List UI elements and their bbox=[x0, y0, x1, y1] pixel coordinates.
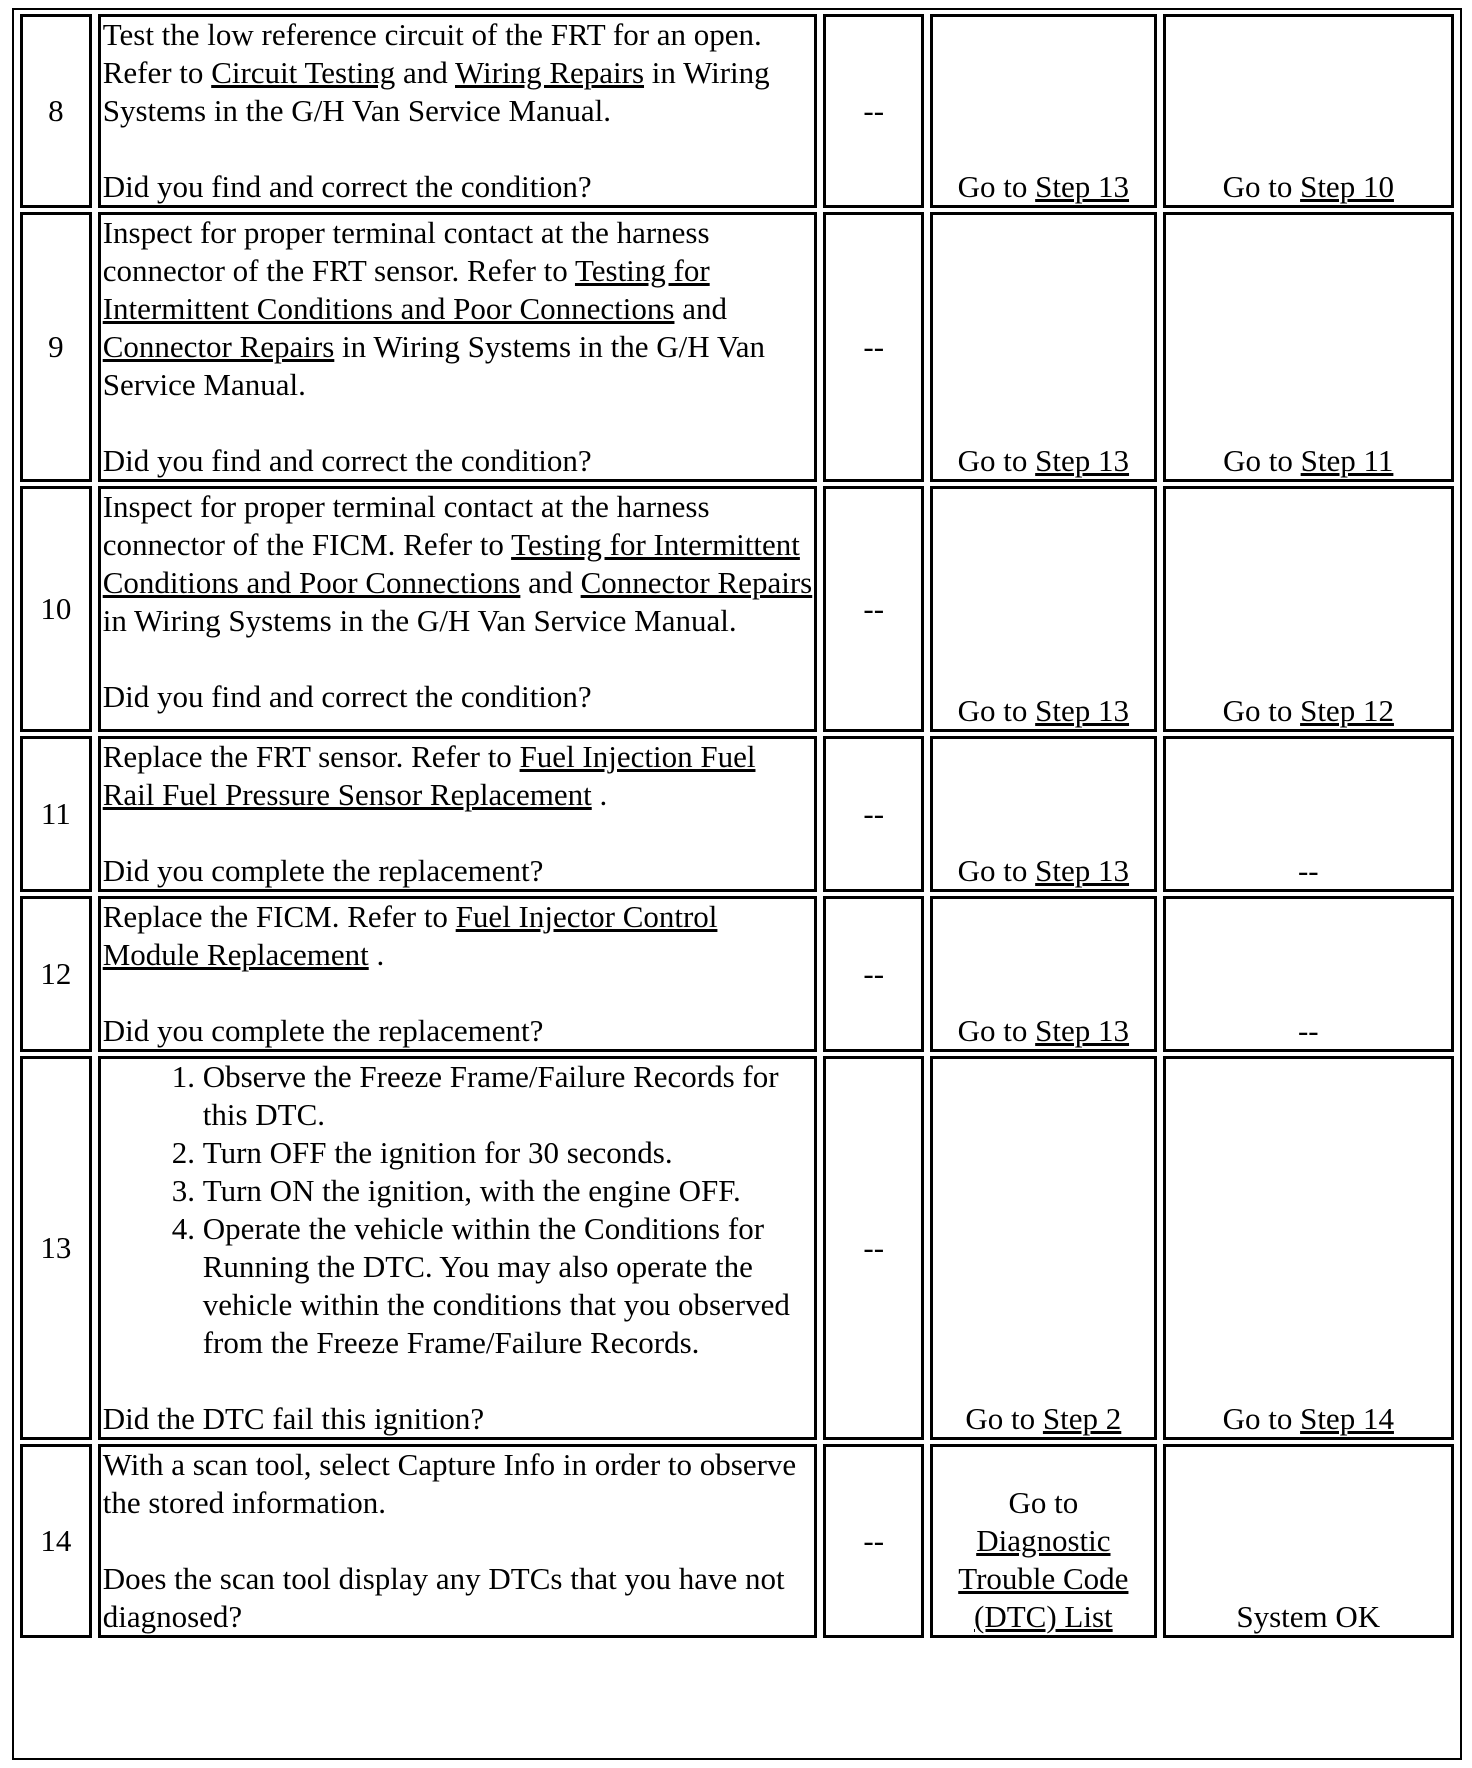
step-number: 9 bbox=[20, 212, 92, 482]
yes-prefix: Go to bbox=[957, 853, 1036, 888]
table-row bbox=[20, 14, 1454, 208]
yes-step-link[interactable]: Step 13 bbox=[1035, 443, 1130, 478]
step-number: 10 bbox=[20, 486, 92, 732]
no-cell bbox=[1163, 14, 1454, 208]
step-question: Did the DTC fail this ignition? bbox=[102, 1401, 485, 1436]
yes-step-link[interactable]: Step 13 bbox=[1035, 853, 1130, 888]
no-prefix: -- bbox=[1297, 853, 1319, 888]
yes-step-link[interactable]: Step 2 bbox=[1042, 1401, 1122, 1436]
table-row bbox=[20, 1056, 1454, 1440]
values-cell: -- bbox=[823, 736, 924, 892]
action-text-segment: . bbox=[591, 777, 608, 812]
reference-link[interactable]: Fuel Injection Fuel Rail Fuel Pressure Sensor Replacement bbox=[102, 739, 756, 812]
procedure-list bbox=[103, 1058, 813, 1362]
yes-step-link[interactable]: Step 13 bbox=[1035, 169, 1130, 204]
action-cell bbox=[98, 896, 818, 1052]
yes-cell bbox=[930, 14, 1156, 208]
action-cell bbox=[98, 486, 818, 732]
yes-cell bbox=[930, 1056, 1156, 1440]
no-cell bbox=[1163, 486, 1454, 732]
action-cell bbox=[98, 736, 818, 892]
yes-cell bbox=[930, 1444, 1156, 1638]
no-prefix: Go to bbox=[1222, 693, 1301, 728]
step-number: 8 bbox=[20, 14, 92, 208]
action-text-segment: With a scan tool, select Capture Info in order to observe the stored information. bbox=[102, 1447, 797, 1520]
action-text-segment: in Wiring Systems in the G/H Van Service Manual. bbox=[102, 55, 770, 128]
step-number: 13 bbox=[20, 1056, 92, 1440]
action-cell bbox=[98, 1444, 818, 1638]
table-row bbox=[20, 736, 1454, 892]
action-text-segment: Test the low reference circuit of the FRT for an open. Refer to bbox=[102, 17, 762, 90]
diagnostic-steps-body bbox=[20, 14, 1454, 1638]
yes-step-link[interactable]: Step 13 bbox=[1035, 1013, 1130, 1048]
no-cell bbox=[1163, 212, 1454, 482]
no-prefix: Go to bbox=[1223, 443, 1301, 478]
reference-link[interactable]: Fuel Injector Control Module Replacement bbox=[102, 899, 718, 972]
action-cell bbox=[98, 212, 818, 482]
step-number: 11 bbox=[20, 736, 92, 892]
step-question: Did you complete the replacement? bbox=[102, 1013, 544, 1048]
reference-link[interactable]: Testing for Intermittent Conditions and Poor Connections bbox=[102, 527, 800, 600]
no-cell bbox=[1163, 1444, 1454, 1638]
action-cell bbox=[98, 1056, 818, 1440]
action-text-segment: Inspect for proper terminal contact at the harness connector of the FICM. Refer to bbox=[102, 489, 710, 562]
table-row bbox=[20, 1444, 1454, 1638]
no-step-link[interactable]: Step 11 bbox=[1300, 443, 1394, 478]
yes-prefix: Go to bbox=[965, 1401, 1043, 1436]
yes-prefix: Go to bbox=[957, 169, 1036, 204]
step-question: Did you find and correct the condition? bbox=[102, 169, 592, 204]
action-text-segment: . bbox=[368, 937, 385, 972]
step-question: Did you complete the replacement? bbox=[102, 853, 544, 888]
action-text bbox=[103, 1446, 813, 1522]
yes-cell bbox=[930, 736, 1156, 892]
yes-prefix: Go to bbox=[1008, 1485, 1079, 1520]
step-question: Does the scan tool display any DTCs that you have not diagnosed? bbox=[102, 1561, 785, 1634]
table-row bbox=[20, 212, 1454, 482]
step-number: 12 bbox=[20, 896, 92, 1052]
yes-prefix: Go to bbox=[957, 693, 1036, 728]
list-item: 2. Turn OFF the ignition for 30 seconds. bbox=[203, 1134, 813, 1172]
step-number: 14 bbox=[20, 1444, 92, 1638]
action-cell bbox=[98, 14, 818, 208]
action-text-segment: Replace the FRT sensor. Refer to bbox=[102, 739, 520, 774]
action-text-segment: in Wiring Systems in the G/H Van Service Manual. bbox=[102, 329, 766, 402]
yes-prefix: Go to bbox=[957, 1013, 1036, 1048]
yes-step-link[interactable]: Diagnostic Trouble Code (DTC) List bbox=[958, 1523, 1129, 1634]
action-text-segment: Inspect for proper terminal contact at the harness connector of the FRT sensor. Refer to bbox=[102, 215, 710, 288]
yes-prefix: Go to bbox=[957, 443, 1036, 478]
list-item: 3. Turn ON the ignition, with the engine OFF. bbox=[203, 1172, 813, 1210]
action-text bbox=[103, 488, 813, 640]
action-text-segment: and bbox=[520, 565, 581, 600]
action-text bbox=[103, 16, 813, 130]
no-step-link[interactable]: Step 12 bbox=[1300, 693, 1394, 728]
no-prefix: Go to bbox=[1222, 169, 1301, 204]
yes-cell bbox=[930, 486, 1156, 732]
no-cell bbox=[1163, 1056, 1454, 1440]
values-cell: -- bbox=[823, 1444, 924, 1638]
table-row bbox=[20, 486, 1454, 732]
reference-link[interactable]: Circuit Testing bbox=[211, 55, 396, 90]
reference-link[interactable]: Testing for Intermittent Conditions and Poor Connections bbox=[102, 253, 710, 326]
values-cell: -- bbox=[823, 1056, 924, 1440]
yes-cell bbox=[930, 212, 1156, 482]
no-cell bbox=[1163, 896, 1454, 1052]
no-prefix: -- bbox=[1297, 1013, 1319, 1048]
action-text-segment: in Wiring Systems in the G/H Van Service Manual. bbox=[102, 603, 737, 638]
action-text bbox=[103, 898, 813, 974]
values-cell: -- bbox=[823, 14, 924, 208]
step-question: Did you find and correct the condition? bbox=[102, 679, 592, 714]
action-text-segment: Replace the FICM. Refer to bbox=[102, 899, 456, 934]
action-text bbox=[103, 738, 813, 814]
reference-link[interactable]: Wiring Repairs bbox=[455, 55, 645, 90]
no-cell bbox=[1163, 736, 1454, 892]
reference-link[interactable]: Connector Repairs bbox=[580, 565, 813, 600]
action-text-segment: and bbox=[395, 55, 455, 90]
list-item: 4. Operate the vehicle within the Conditions for Running the DTC. You may also operate the vehicle within the conditions that you observed from the Freeze Frame/Failure Records. bbox=[203, 1210, 813, 1362]
yes-cell bbox=[930, 896, 1156, 1052]
step-question: Did you find and correct the condition? bbox=[102, 443, 592, 478]
diagnostic-table-frame bbox=[12, 8, 1462, 1760]
reference-link[interactable]: Connector Repairs bbox=[102, 329, 335, 364]
table-row bbox=[20, 896, 1454, 1052]
yes-step-link[interactable]: Step 13 bbox=[1035, 693, 1130, 728]
action-text-segment: and bbox=[674, 291, 727, 326]
diagnostic-steps-table bbox=[14, 10, 1460, 1642]
list-item: 1. Observe the Freeze Frame/Failure Records for this DTC. bbox=[203, 1058, 813, 1134]
no-prefix: System OK bbox=[1236, 1599, 1381, 1634]
action-text bbox=[103, 214, 813, 404]
values-cell: -- bbox=[823, 486, 924, 732]
values-cell: -- bbox=[823, 212, 924, 482]
no-step-link[interactable]: Step 10 bbox=[1300, 169, 1394, 204]
no-step-link[interactable]: Step 14 bbox=[1300, 1401, 1394, 1436]
no-prefix: Go to bbox=[1222, 1401, 1301, 1436]
values-cell: -- bbox=[823, 896, 924, 1052]
